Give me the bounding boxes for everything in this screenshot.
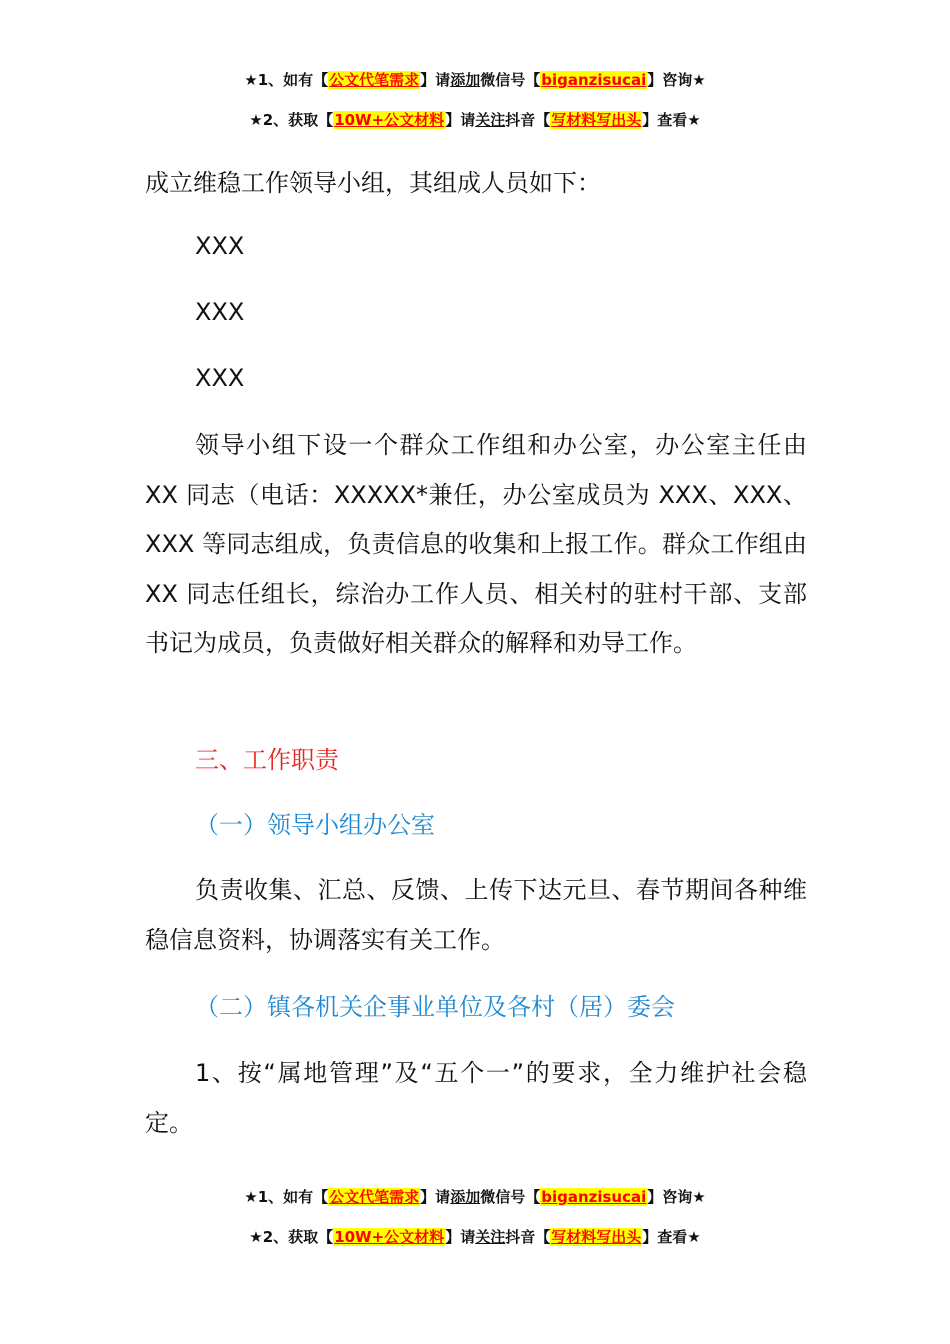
item-1-paragraph: 1、按“属地管理”及“五个一”的要求，全力维护社会稳定。 bbox=[145, 1059, 807, 1137]
banner-highlight-douyin-id: 写材料写出头 bbox=[551, 1228, 642, 1246]
promo-banner-top-line-2 bbox=[0, 110, 950, 130]
banner-highlight-wechat-id: biganzisucai bbox=[541, 71, 647, 89]
subsection-heading-2: （二）镇各机关企事业单位及各村（居）委会 bbox=[195, 993, 675, 1021]
subsection-heading-1: （一）领导小组办公室 bbox=[195, 811, 435, 839]
banner-text: 抖音【 bbox=[505, 1228, 551, 1246]
banner-text: 】请 bbox=[445, 111, 476, 129]
promo-banner-bottom-line-1 bbox=[0, 1187, 950, 1207]
banner-highlight: 公文代笔需求 bbox=[329, 71, 420, 89]
banner-text: ★2、获取【 bbox=[249, 1228, 334, 1246]
member-name: XXX bbox=[195, 298, 245, 326]
promo-banner-bottom-line-2 bbox=[0, 1227, 950, 1247]
section-heading-3: 三、工作职责 bbox=[195, 746, 339, 774]
banner-highlight-wechat-id: biganzisucai bbox=[541, 1188, 647, 1206]
banner-text: 抖音【 bbox=[505, 111, 551, 129]
banner-text: 】查看★ bbox=[642, 1228, 701, 1246]
banner-text: 】咨询★ bbox=[647, 71, 706, 89]
banner-text: ★2、获取【 bbox=[249, 111, 334, 129]
member-name: XXX bbox=[195, 364, 245, 392]
office-duty-paragraph: 负责收集、汇总、反馈、上传下达元旦、春节期间各种维稳信息资料，协调落实有关工作。 bbox=[145, 876, 807, 954]
banner-text: 】请 bbox=[420, 71, 451, 89]
banner-highlight-douyin-id: 写材料写出头 bbox=[551, 111, 642, 129]
office-paragraph: 领导小组下设一个群众工作组和办公室，办公室主任由 XX 同志（电话：XXXXX*兼任，办公室成员为 XXX、XXX、XXX 等同志组成，负责信息的收集和上报工作。群众工作组由 XX 同志任组长，综治办工作人员、相关村的驻村干部、支部书记为成员，负责做好相关群众的解释和劝导工作。 bbox=[145, 431, 807, 658]
banner-text: ★1、如有【 bbox=[244, 71, 329, 89]
banner-underline: 关注 bbox=[475, 1228, 506, 1246]
banner-text: 微信号【 bbox=[480, 1188, 541, 1206]
banner-underline: 关注 bbox=[475, 111, 506, 129]
banner-text: ★1、如有【 bbox=[244, 1188, 329, 1206]
banner-underline: 添加 bbox=[450, 1188, 481, 1206]
banner-text: 】请 bbox=[445, 1228, 476, 1246]
banner-underline: 添加 bbox=[450, 71, 481, 89]
banner-text: 】请 bbox=[420, 1188, 451, 1206]
banner-highlight: 10W+公文材料 bbox=[334, 111, 445, 129]
banner-highlight: 10W+公文材料 bbox=[334, 1228, 445, 1246]
banner-highlight: 公文代笔需求 bbox=[329, 1188, 420, 1206]
banner-text: 】查看★ bbox=[642, 111, 701, 129]
banner-text: 微信号【 bbox=[480, 71, 541, 89]
banner-text: 】咨询★ bbox=[647, 1188, 706, 1206]
intro-paragraph: 成立维稳工作领导小组，其组成人员如下： bbox=[145, 169, 601, 197]
member-name: XXX bbox=[195, 232, 245, 260]
promo-banner-top-line-1 bbox=[0, 70, 950, 90]
